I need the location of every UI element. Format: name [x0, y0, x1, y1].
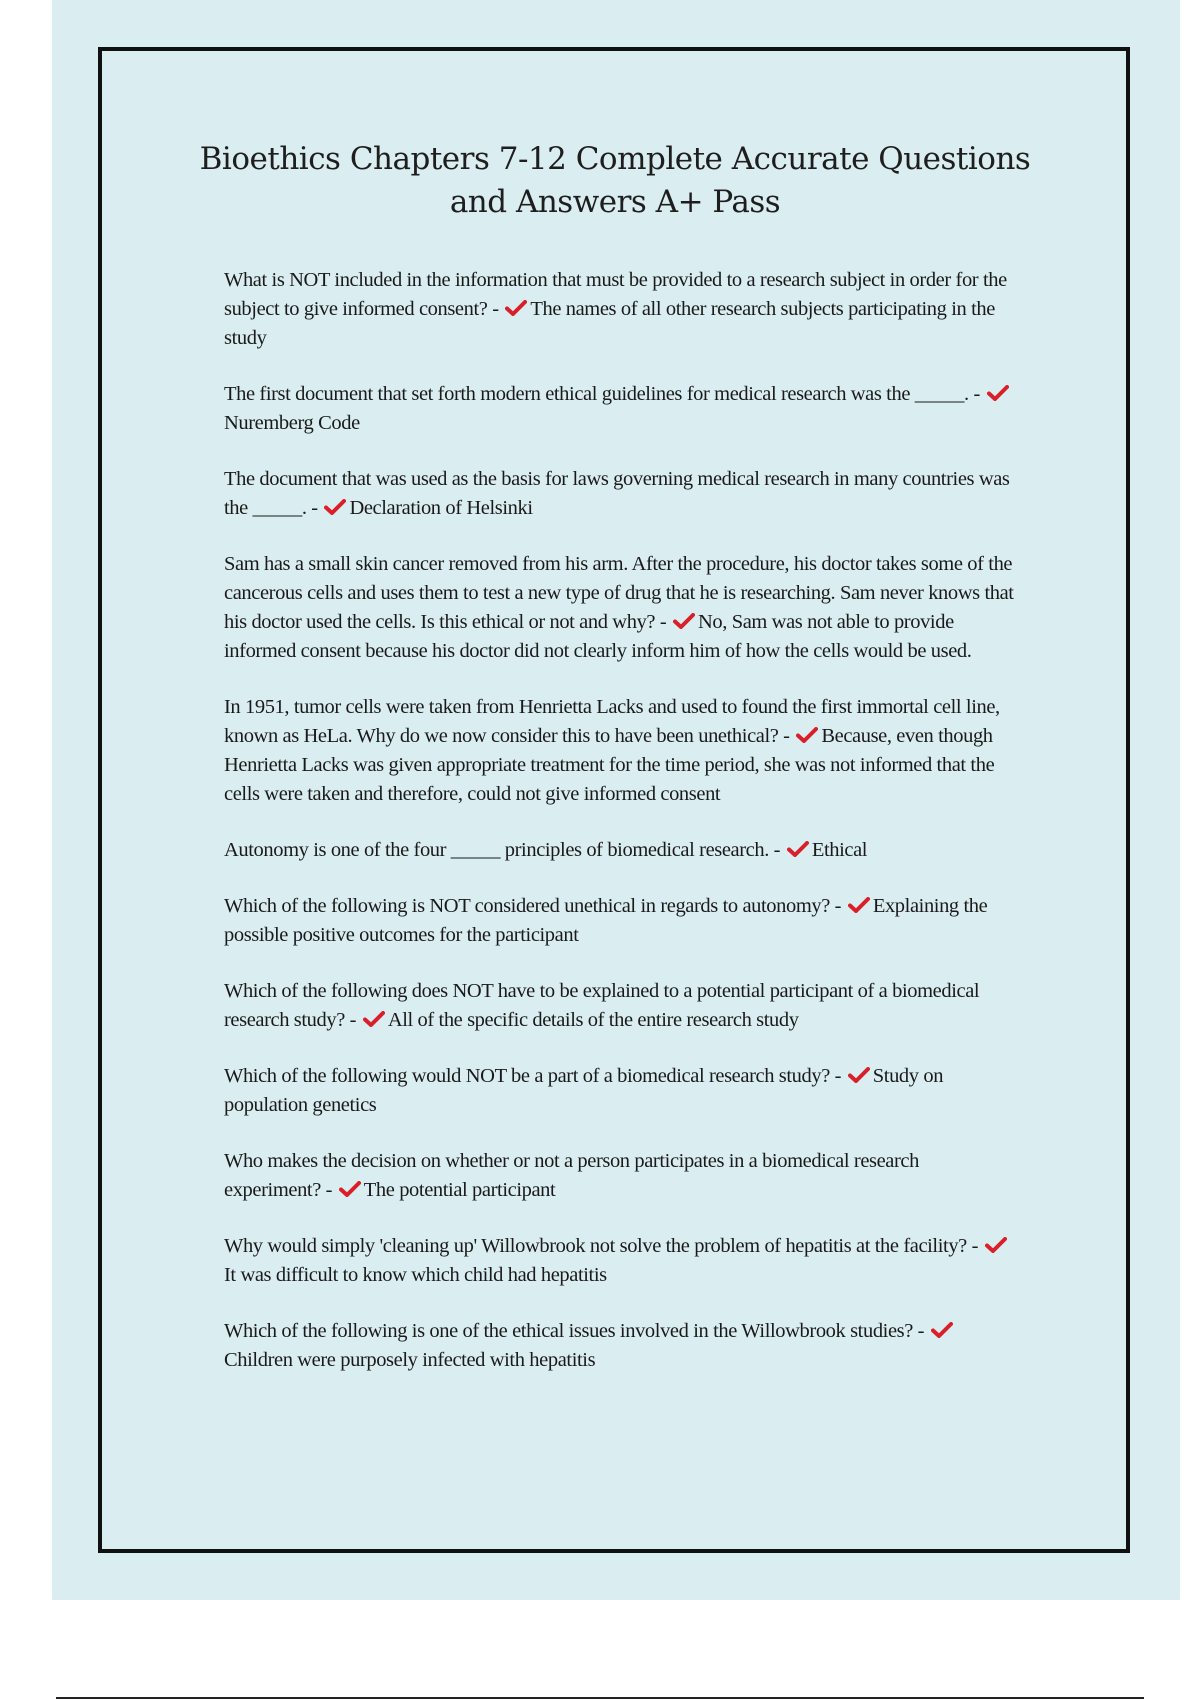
answer-text: Ethical [811, 839, 868, 861]
question-text: Which of the following is one of the ethical issues involved in the Willowbrook studies? - [224, 1320, 925, 1342]
question-text: What is NOT included in the information that must be provided to a research subject in order for the subject to give informed consent? - [224, 269, 1007, 320]
answer-text: Children were purposely infected with hepatitis [224, 1349, 596, 1371]
question-text: Who makes the decision on whether or not a person participates in a biomedical research experiment? - [224, 1150, 919, 1201]
question-text: The document that was used as the basis for laws governing medical research in many countries was the _____. - [224, 468, 1010, 519]
answer-text: Declaration of Helsinki [349, 497, 533, 519]
title-line-1: Bioethics Chapters 7-12 Complete Accurate Questions [199, 141, 1031, 177]
check-icon [848, 1067, 870, 1083]
question-text: Which of the following is NOT considered unethical in regards to autonomy? - [224, 895, 842, 917]
answer-text: Explaining the possible positive outcomes for the participant [224, 895, 988, 946]
qa-item [224, 892, 1014, 950]
check-icon [505, 300, 527, 316]
answer-text: Because, even though Henrietta Lacks was given appropriate treatment for the time period, she was not informed that the cells were taken and therefore, could not give informed consent [224, 725, 995, 805]
qa-item [224, 380, 1014, 438]
answer-text: The potential participant [363, 1179, 556, 1201]
question-text: Why would simply 'cleaning up' Willowbrook not solve the problem of hepatitis at the facility? - [224, 1235, 979, 1257]
bottom-rule [56, 1697, 1144, 1699]
check-icon [673, 613, 695, 629]
check-icon [848, 897, 870, 913]
answer-text: Nuremberg Code [224, 412, 360, 434]
qa-list [224, 266, 1014, 1402]
check-icon [985, 1237, 1007, 1253]
answer-text: No, Sam was not able to provide informed consent because his doctor did not clearly inform him of how the cells would be used. [224, 611, 972, 662]
check-icon [363, 1011, 385, 1027]
question-text: Which of the following would NOT be a part of a biomedical research study? - [224, 1065, 842, 1087]
qa-item [224, 1317, 1014, 1375]
qa-item [224, 1232, 1014, 1290]
check-icon [339, 1181, 361, 1197]
qa-item [224, 465, 1014, 523]
check-icon [987, 385, 1009, 401]
qa-item [224, 1147, 1014, 1205]
check-icon [324, 499, 346, 515]
qa-item [224, 550, 1014, 666]
title-line-2: and Answers A+ Pass [449, 184, 781, 220]
check-icon [931, 1322, 953, 1338]
answer-text: It was difficult to know which child had hepatitis [224, 1264, 607, 1286]
question-text: Which of the following does NOT have to be explained to a potential participant of a biomedical research study? - [224, 980, 980, 1031]
answer-text: Study on population genetics [224, 1065, 944, 1116]
qa-item [224, 693, 1014, 809]
answer-text: The names of all other research subjects participating in the study [224, 298, 995, 349]
question-text: The first document that set forth modern ethical guidelines for medical research was the _____. - [224, 383, 980, 405]
qa-item [224, 977, 1014, 1035]
check-icon [796, 727, 818, 743]
qa-item [224, 266, 1014, 353]
answer-text: All of the specific details of the entire research study [387, 1009, 799, 1031]
document-title [120, 138, 1110, 224]
qa-item [224, 836, 1014, 865]
question-text: In 1951, tumor cells were taken from Henrietta Lacks and used to found the first immortal cell line, known as HeLa. Why do we now consider this to have been unethical? - [224, 696, 1000, 747]
check-icon [787, 841, 809, 857]
qa-item [224, 1062, 1014, 1120]
question-text: Sam has a small skin cancer removed from his arm. After the procedure, his doctor takes some of the cancerous cells and uses them to test a new type of drug that he is researching. Sam never knows that his doctor used the cells. Is this ethical or not and why? - [224, 553, 1014, 633]
question-text: Autonomy is one of the four _____ principles of biomedical research. - [224, 839, 781, 861]
